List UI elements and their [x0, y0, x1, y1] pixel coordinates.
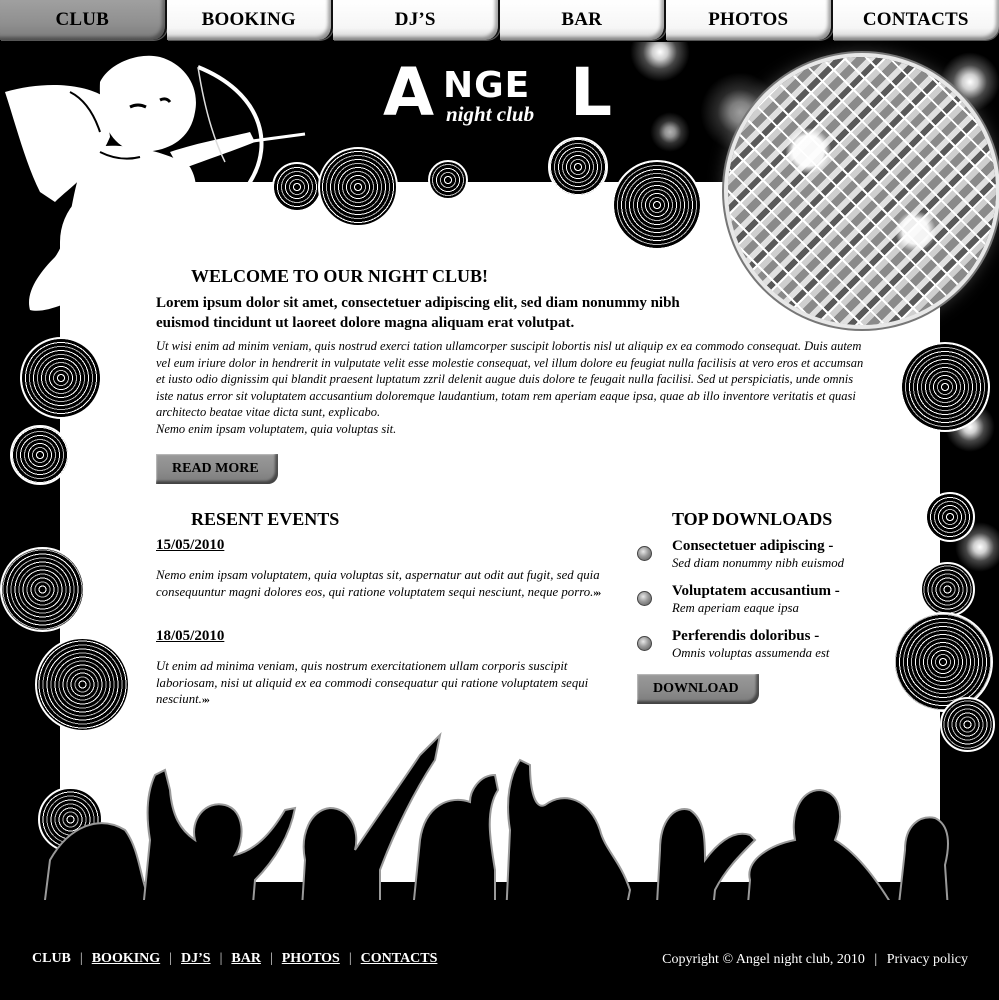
swirl-ornament-icon [612, 160, 702, 250]
download-title: Voluptatem accusantium - [672, 583, 840, 599]
footer-separator: | [874, 952, 878, 967]
download-list-item[interactable] [637, 583, 877, 623]
download-title: Perferendis doloribus - [672, 628, 820, 644]
swirl-ornament-icon [893, 612, 993, 712]
footer-separator: | [169, 951, 172, 966]
logo-letters-nge: NGE [443, 65, 531, 106]
download-subtitle: Omnis voluptas assumenda est [672, 646, 830, 660]
footer-separator: | [348, 951, 352, 966]
logo-letter-l: L [570, 54, 613, 131]
footer-separator: | [219, 951, 223, 966]
event-description [156, 567, 616, 601]
download-title: Consectetuer adipiscing - [672, 538, 834, 554]
nav-tab-label: CONTACTS [862, 9, 969, 30]
footer-separator: | [269, 951, 273, 966]
swirl-ornament-icon [900, 342, 990, 432]
footer-link-booking[interactable]: BOOKING [91, 951, 161, 966]
event-date-link[interactable]: 18/05/2010 [156, 628, 225, 644]
footer-separator: | [79, 951, 83, 966]
event-date-link[interactable]: 15/05/2010 [156, 537, 225, 553]
read-more-button[interactable]: READ MORE [156, 454, 278, 484]
light-glow-icon [650, 112, 690, 152]
footer-link-djs[interactable]: DJ’S [181, 951, 211, 966]
nav-tab-label: BAR [561, 9, 603, 30]
swirl-ornament-icon [428, 160, 468, 200]
footer-link-club[interactable]: CLUB [32, 951, 71, 966]
welcome-body-last-line: Nemo enim ipsam voluptatem, quia voluptas sit. [156, 421, 397, 436]
top-navigation [0, 0, 999, 42]
logo-subtitle: night club [446, 102, 535, 126]
footer-link-photos[interactable]: PHOTOS [281, 951, 340, 966]
nav-tab-label: PHOTOS [708, 9, 789, 30]
download-list-item[interactable] [637, 628, 877, 668]
nav-tab-bar[interactable] [500, 0, 667, 40]
swirl-ornament-icon [0, 547, 85, 632]
nav-tab-booking[interactable] [167, 0, 334, 40]
footer-link-bar[interactable]: BAR [231, 951, 261, 966]
welcome-body [156, 338, 866, 438]
welcome-heading: WELCOME TO OUR NIGHT CLUB! [191, 266, 489, 286]
footer-link-contacts[interactable]: CONTACTS [360, 951, 438, 966]
recent-events-heading: RESENT EVENTS [191, 509, 340, 529]
nav-tab-contacts[interactable] [833, 0, 999, 40]
welcome-lead-text: Lorem ipsum dolor sit amet, consectetuer adipiscing elit, sed diam nonummy nibh euismod tincidunt ut laoreet dolore magna aliquam erat volutpat. [156, 295, 680, 331]
radio-bullet-icon [637, 591, 652, 606]
copyright-text: Copyright © Angel night club, 2010 [662, 952, 865, 967]
event-description [156, 658, 616, 709]
logo-letter-a: A [383, 54, 435, 131]
radio-bullet-icon [637, 636, 652, 651]
privacy-policy-link[interactable]: Privacy policy [886, 952, 968, 967]
swirl-ornament-icon [35, 637, 130, 732]
nav-tab-label: BOOKING [201, 9, 296, 30]
nav-tab-club[interactable] [0, 0, 167, 40]
swirl-ornament-icon [20, 337, 102, 419]
nav-tab-label: CLUB [55, 9, 110, 30]
top-downloads-heading: TOP DOWNLOADS [672, 509, 833, 529]
nav-tab-label: DJ’S [394, 9, 436, 30]
swirl-ornament-icon [318, 147, 398, 227]
more-arrow-icon[interactable]: »» [593, 586, 599, 599]
welcome-body-text: Ut wisi enim ad minim veniam, quis nostrud exerci tation ullamcorper suscipit lobortis nisl ut aliquip ex ea commodo consequat. Duis autem vel eum iriure dolor in hendrerit in vulputate velit esse molestie consequat, vel illum dolore eu feugiat nulla facilisis at vero eros et accumsan et iusto odio dignissim qui blandit praesent luptatum zzril delenit augue duis dolore te feugait nulla facilisi. Sed ut perspiciatis, unde omnis iste natus error sit voluptatem accusantium doloremque laudantium, totam rem aperiam eaque ipsa, quae ab illo inventore veritatis et quasi architecto beatae vitae dicta sunt, explicabo. [156, 339, 864, 420]
cupid-illustration-icon [0, 52, 310, 332]
swirl-ornament-icon [920, 562, 975, 617]
light-glow-icon [630, 42, 690, 82]
nav-tab-djs[interactable] [333, 0, 500, 40]
footer-copyright [662, 952, 968, 968]
download-button[interactable]: DOWNLOAD [637, 674, 759, 704]
event-text: Ut enim ad minima veniam, quis nostrum exercitationem ullam corporis suscipit laboriosam, nisi ut aliquid ex ea commodi consequatur qui ratione voluptatem sequi nesciunt. [156, 659, 589, 707]
dancing-crowd-illustration-icon [0, 730, 999, 940]
angel-night-club-logo[interactable] [383, 54, 623, 131]
nav-tab-photos[interactable] [666, 0, 833, 40]
swirl-ornament-icon [925, 492, 975, 542]
swirl-ornament-icon [548, 137, 608, 197]
disco-ball-illustration [728, 57, 996, 325]
download-subtitle: Rem aperiam eaque ipsa [672, 601, 799, 615]
more-arrow-icon[interactable]: »» [201, 694, 207, 707]
radio-bullet-icon [637, 546, 652, 561]
download-list-item[interactable] [637, 538, 877, 578]
download-subtitle: Sed diam nonummy nibh euismod [672, 556, 845, 570]
swirl-ornament-icon [10, 425, 70, 485]
footer-navigation [32, 951, 437, 967]
event-text: Nemo enim ipsam voluptatem, quia voluptas sit, aspernatur aut odit aut fugit, sed quia consequuntur magni dolores eos, qui ratione voluptatem sequi nesciunt, neque porro. [156, 568, 600, 599]
